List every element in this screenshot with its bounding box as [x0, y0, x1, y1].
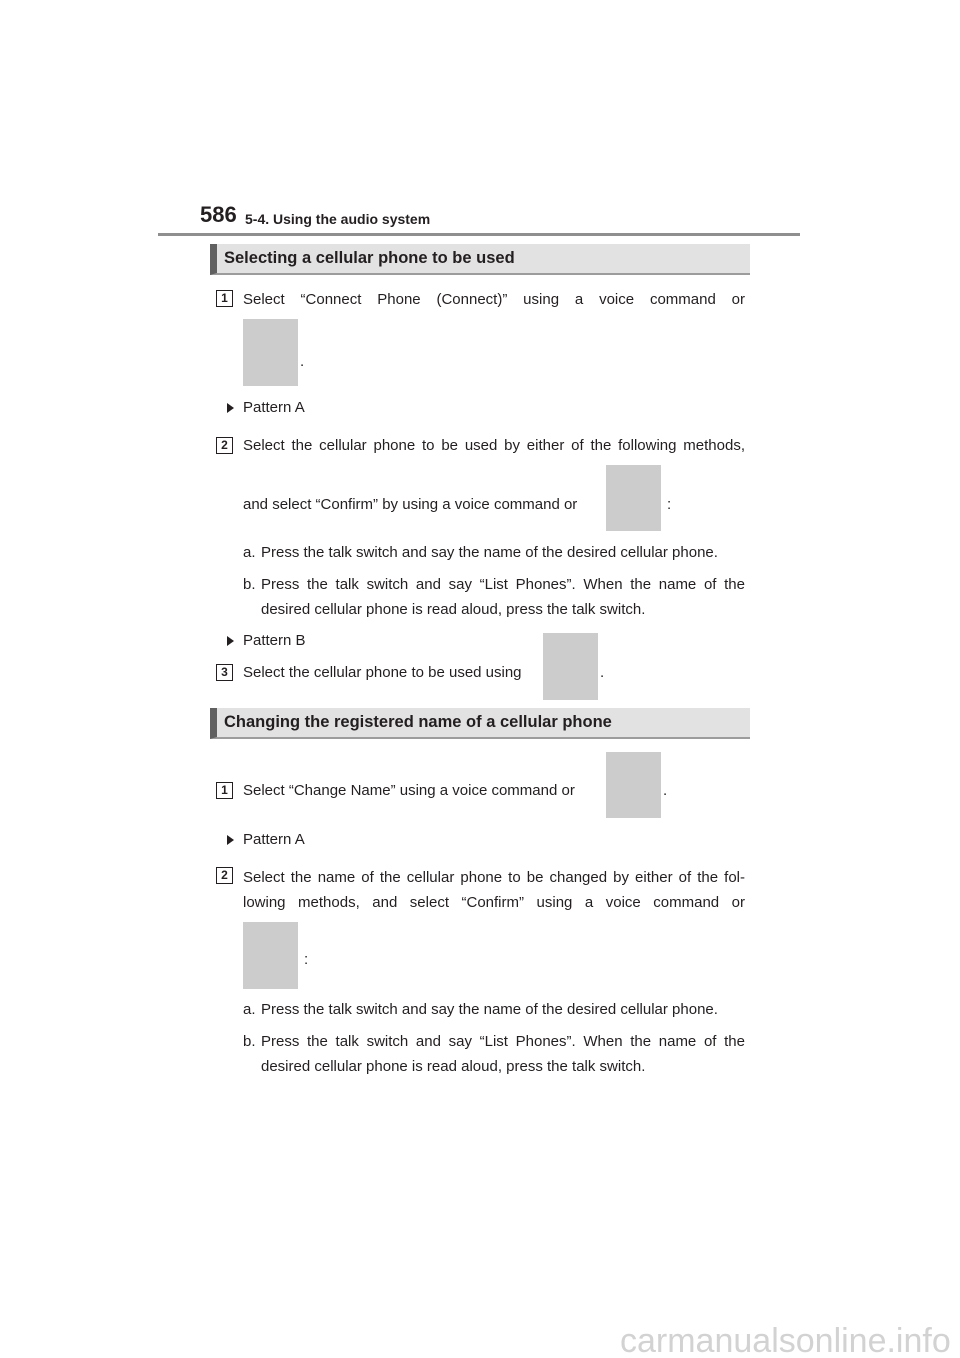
step-1-end-punctuation: .	[663, 782, 668, 799]
step-number-2: 2	[216, 867, 233, 884]
chapter-section-label: 5-4. Using the audio system	[245, 211, 431, 227]
pattern-a-label: Pattern A	[243, 831, 305, 848]
triangle-bullet-icon	[227, 636, 234, 646]
triangle-bullet-icon	[227, 403, 234, 413]
step-1-text: Select “Connect Phone (Connect)” using a voice command or	[243, 291, 745, 308]
pattern-b-label: Pattern B	[243, 632, 306, 649]
step-3-text: Select the cellular phone to be used using	[243, 664, 522, 681]
section-heading-selecting-phone: Selecting a cellular phone to be used	[210, 244, 750, 275]
phone-select-button-image	[543, 633, 598, 700]
step-1-end-punctuation: .	[300, 353, 305, 370]
option-a-label: a.	[243, 544, 256, 561]
option-b-text-line-2: desired cellular phone is read aloud, press the talk switch.	[261, 1058, 646, 1075]
option-b-text-line-2: desired cellular phone is read aloud, press the talk switch.	[261, 601, 646, 618]
option-a-text: Press the talk switch and say the name of the desired cellular phone.	[261, 1001, 718, 1018]
option-b-text-line-1: Press the talk switch and say “List Phones”. When the name of the	[261, 1033, 745, 1050]
confirm-button-image	[606, 465, 661, 531]
triangle-bullet-icon	[227, 835, 234, 845]
option-b-text-line-1: Press the talk switch and say “List Phones”. When the name of the	[261, 576, 745, 593]
step-number-1: 1	[216, 782, 233, 799]
step-2-text-line-1: Select the cellular phone to be used by either of the following methods,	[243, 437, 745, 454]
step-3-end-punctuation: .	[600, 664, 605, 681]
step-2-end-punctuation: :	[304, 951, 309, 968]
option-a-text: Press the talk switch and say the name of the desired cellular phone.	[261, 544, 718, 561]
step-2-text-line-1: Select the name of the cellular phone to be changed by either of the fol-	[243, 869, 745, 886]
step-number-3: 3	[216, 664, 233, 681]
confirm-button-image	[243, 922, 298, 989]
connect-button-image	[243, 319, 298, 386]
option-b-label: b.	[243, 576, 256, 593]
section-heading-changing-name: Changing the registered name of a cellular phone	[210, 708, 750, 739]
step-2-end-punctuation: :	[667, 496, 672, 513]
site-watermark: carmanualsonline.info	[620, 1322, 951, 1358]
step-number-1: 1	[216, 290, 233, 307]
step-2-text-line-2: and select “Confirm” by using a voice command or	[243, 496, 578, 513]
step-1-text: Select “Change Name” using a voice command or	[243, 782, 575, 799]
step-2-text-line-2: lowing methods, and select “Confirm” using a voice command or	[243, 894, 745, 911]
page-number: 586	[200, 202, 237, 227]
option-b-label: b.	[243, 1033, 256, 1050]
step-number-2: 2	[216, 437, 233, 454]
pattern-a-label: Pattern A	[243, 399, 305, 416]
header-rule	[158, 233, 800, 236]
option-a-label: a.	[243, 1001, 256, 1018]
change-name-button-image	[606, 752, 661, 818]
